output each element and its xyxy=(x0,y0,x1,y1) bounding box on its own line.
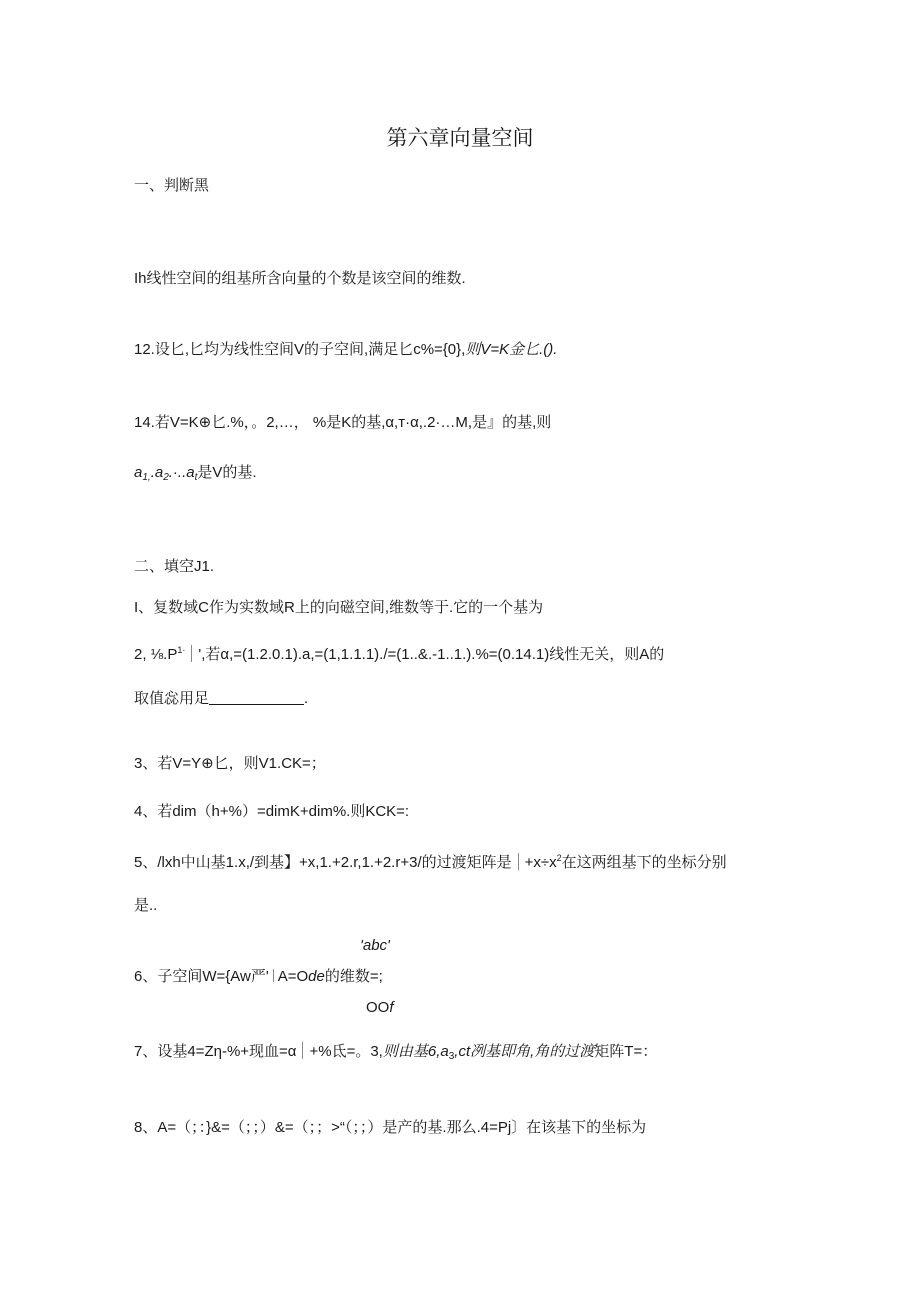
fill-item-2-line1 xyxy=(134,640,664,665)
item-text: ',若α,=(1.2.0.1).a,=(1,1.1.1)./=(1..&.-1..1.).%=(0.14.1)线性无关，则A的 xyxy=(198,646,665,663)
item-italic-text: 则由基6,a xyxy=(382,1043,449,1060)
ellipsis: .·..a xyxy=(168,464,195,481)
fill-item-8: 8、A=（；：}&=（；；）&=（；；>“（；；）是产的基.那么.4=Pj〕在该基下的坐标为 xyxy=(134,1119,647,1136)
judgement-item-14-line2 xyxy=(134,463,257,488)
fill-item-5-line1 xyxy=(134,848,727,873)
item-italic-text: 则V=K金匕.(). xyxy=(465,341,558,358)
judgement-item-12 xyxy=(134,340,557,360)
fill-item-2-line2 xyxy=(134,689,308,709)
superscript: 1· xyxy=(177,645,186,655)
vertical-bar xyxy=(302,1042,303,1059)
item-text: +%氐=。3, xyxy=(309,1043,383,1060)
item-text: 矩阵T=： xyxy=(594,1043,658,1060)
page-title xyxy=(0,126,920,152)
subscript: 3 xyxy=(448,1051,455,1062)
fill-item-3: 3、若V=Y⊕匕，则V1.CK=； xyxy=(134,755,326,772)
answer-blank xyxy=(209,690,304,705)
vertical-bar xyxy=(518,853,519,870)
subscript: t xyxy=(194,472,198,483)
fill-item-7 xyxy=(134,1042,657,1067)
item-text: 取值惢用足 xyxy=(134,690,210,707)
matrix-top-row: 'abc' xyxy=(360,937,390,954)
vertical-bar xyxy=(273,969,274,982)
item-text: . xyxy=(304,690,309,707)
section-heading-fill-blank: 二、填空J1. xyxy=(134,558,215,575)
matrix-text: OO xyxy=(366,999,390,1016)
fill-item-4: 4、若dim（h+%）=dimK+dim%.则KCK=: xyxy=(134,803,410,820)
judgement-item-14-line1: 14.若V=K⊕匕.%，。2,…， %是K的基,α,т·α,.2·…M,是』的基,则 xyxy=(134,414,552,431)
matrix-bottom-row xyxy=(366,998,394,1018)
item-text: 6、子空间W={Aw严' xyxy=(134,968,269,985)
subscript: 2 xyxy=(163,472,169,483)
item-text: 是V的基. xyxy=(197,464,257,481)
section-heading-judgement: 一、判断黑 xyxy=(134,177,210,194)
item-text: 5、/lxh中山基1.x,/到基】+x,1.+2.r,1.+2.r+3/的过渡矩阵是 xyxy=(134,854,512,871)
item-text: 12.设匕,匕均为线性空间V的子空间,满足匕c%={0}, xyxy=(134,341,466,358)
judgement-item-1: Ih线性空间的组基所含向量的个数是该空间的维数. xyxy=(134,270,466,287)
item-text: +x÷x xyxy=(524,854,557,871)
item-text: 2, ⅛.P xyxy=(134,646,178,663)
item-italic-text: de xyxy=(308,968,325,985)
vector-a: .a xyxy=(150,464,164,481)
vertical-bar xyxy=(191,645,192,662)
fill-item-6 xyxy=(134,967,383,987)
vector-a: a xyxy=(134,464,143,481)
fill-item-1: I、复数域C作为实数域R上的向磁空间,维数等于.它的一个基为 xyxy=(134,599,544,616)
matrix-italic: f xyxy=(389,999,394,1016)
item-text: 的维数=; xyxy=(324,968,383,985)
item-text: 7、设基4=Zη-%+现血=α xyxy=(134,1043,297,1060)
item-italic-text: ,ct冽基即角,角的过渡 xyxy=(454,1043,595,1060)
subscript: 1, xyxy=(142,472,151,483)
fill-item-5-line2: 是.. xyxy=(134,897,158,914)
item-text: 在这两组基下的坐标分别 xyxy=(561,854,727,871)
superscript: 2 xyxy=(556,853,562,863)
title-text: 第六章向量空间 xyxy=(386,127,534,150)
item-text: A=O xyxy=(277,968,309,985)
